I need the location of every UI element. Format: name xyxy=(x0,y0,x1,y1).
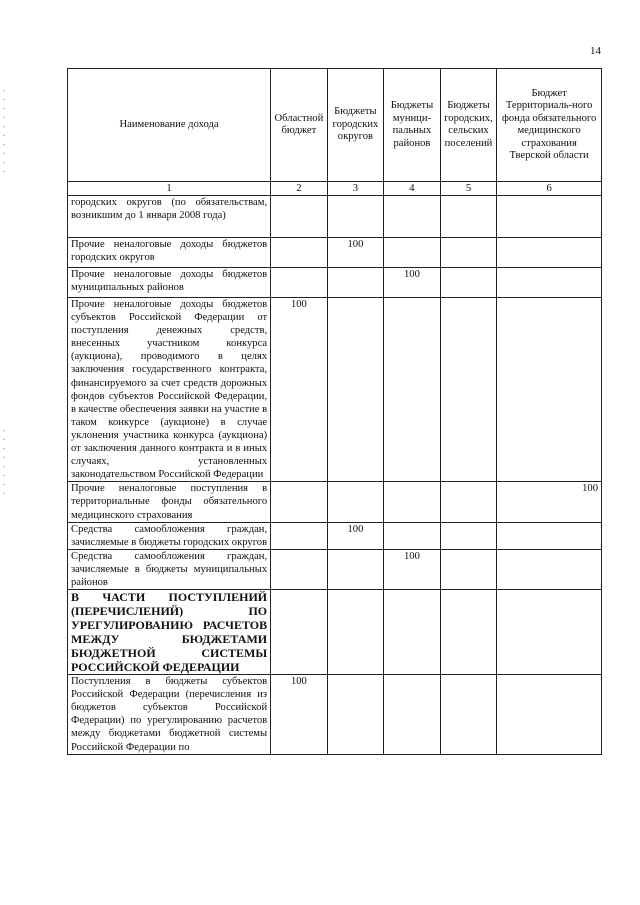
income-name: Прочие неналоговые доходы бюджетов субъектов Российской Федерации от поступления денежных средств, внесенных участником конкурса (аукциона), проводимого в целях заключения государственного контракта, финансируемого за счет средств дорожных фондов субъектов Российской Федерации, в качестве обеспечения заявки на участие в таком конкурсе (аукционе) в случае уклонения участника конкурса (аукциона) от заключения данного контракта и в иных случаях, установленных законодательством Российской Федерации xyxy=(68,298,271,482)
table-row xyxy=(68,268,602,298)
table-row xyxy=(68,522,602,549)
table-row xyxy=(68,675,602,755)
regional-share xyxy=(271,196,328,238)
regional-share xyxy=(271,268,328,298)
table-row xyxy=(68,238,602,268)
regional-share xyxy=(271,549,328,589)
fund-share xyxy=(497,522,602,549)
regional-share xyxy=(271,522,328,549)
header-income-name: Наименование дохода xyxy=(68,69,271,182)
city-share xyxy=(327,298,384,482)
city-share xyxy=(327,196,384,238)
regional-share: 100 xyxy=(271,298,328,482)
settlement-share xyxy=(440,268,497,298)
scan-artifact xyxy=(3,430,5,500)
city-share xyxy=(327,549,384,589)
fund-share xyxy=(497,549,602,589)
column-number: 4 xyxy=(384,182,441,196)
city-share xyxy=(327,482,384,522)
fund-share xyxy=(497,298,602,482)
settlement-share xyxy=(440,238,497,268)
table-row xyxy=(68,549,602,589)
settlement-share xyxy=(440,675,497,755)
fund-share xyxy=(497,675,602,755)
fund-share xyxy=(497,590,602,675)
column-number: 1 xyxy=(68,182,271,196)
income-distribution-table xyxy=(67,68,602,755)
municipal-share: 100 xyxy=(384,549,441,589)
city-share xyxy=(327,268,384,298)
fund-share: 100 xyxy=(497,482,602,522)
city-share xyxy=(327,590,384,675)
regional-share xyxy=(271,482,328,522)
income-name: Поступления в бюджеты субъектов Российской Федерации (перечисления из бюджетов субъектов Российской Федерации) по урегулированию расчетов между бюджетами бюджетной системы Российской Федерации по xyxy=(68,675,271,755)
header-municipal-district-budgets: Бюджеты муници-пальных районов xyxy=(384,69,441,182)
income-name: Средства самообложения граждан, зачисляемые в бюджеты городских округов xyxy=(68,522,271,549)
municipal-share xyxy=(384,482,441,522)
municipal-share xyxy=(384,675,441,755)
table-row xyxy=(68,482,602,522)
header-settlement-budgets: Бюджеты городских, сельских поселений xyxy=(440,69,497,182)
settlement-share xyxy=(440,549,497,589)
settlement-share xyxy=(440,482,497,522)
settlement-share xyxy=(440,522,497,549)
regional-share xyxy=(271,238,328,268)
income-name: городских округов (по обязательствам, возникшим до 1 января 2008 года) xyxy=(68,196,271,238)
settlement-share xyxy=(440,196,497,238)
city-share: 100 xyxy=(327,238,384,268)
page-number: 14 xyxy=(590,45,601,57)
section-heading: В ЧАСТИ ПОСТУПЛЕНИЙ (ПЕРЕЧИСЛЕНИЙ) ПО УРЕГУЛИРОВАНИЮ РАСЧЕТОВ МЕЖДУ БЮДЖЕТАМИ БЮДЖЕТНОЙ СИСТЕМЫ РОССИЙСКОЙ ФЕДЕРАЦИИ xyxy=(68,590,271,675)
settlement-share xyxy=(440,298,497,482)
settlement-share xyxy=(440,590,497,675)
column-number: 6 xyxy=(497,182,602,196)
city-share xyxy=(327,675,384,755)
fund-share xyxy=(497,268,602,298)
regional-share: 100 xyxy=(271,675,328,755)
municipal-share xyxy=(384,238,441,268)
column-number-row xyxy=(68,182,602,196)
column-number: 3 xyxy=(327,182,384,196)
municipal-share: 100 xyxy=(384,268,441,298)
header-regional-budget: Областной бюджет xyxy=(271,69,328,182)
municipal-share xyxy=(384,522,441,549)
table-row xyxy=(68,196,602,238)
city-share: 100 xyxy=(327,522,384,549)
income-name: Прочие неналоговые доходы бюджетов городских округов xyxy=(68,238,271,268)
section-heading-row xyxy=(68,590,602,675)
fund-share xyxy=(497,196,602,238)
regional-share xyxy=(271,590,328,675)
fund-share xyxy=(497,238,602,268)
header-medical-insurance-fund: Бюджет Территориаль-ного фонда обязательного медицинского страхования Тверской области xyxy=(497,69,602,182)
column-number: 5 xyxy=(440,182,497,196)
scan-artifact xyxy=(3,90,5,180)
municipal-share xyxy=(384,298,441,482)
table-header-row xyxy=(68,69,602,182)
column-number: 2 xyxy=(271,182,328,196)
income-name: Средства самообложения граждан, зачисляемые в бюджеты муниципальных районов xyxy=(68,549,271,589)
municipal-share xyxy=(384,590,441,675)
income-name: Прочие неналоговые поступления в территориальные фонды обязательного медицинского страхования xyxy=(68,482,271,522)
header-city-district-budgets: Бюджеты городских округов xyxy=(327,69,384,182)
table-row xyxy=(68,298,602,482)
income-name: Прочие неналоговые доходы бюджетов муниципальных районов xyxy=(68,268,271,298)
municipal-share xyxy=(384,196,441,238)
